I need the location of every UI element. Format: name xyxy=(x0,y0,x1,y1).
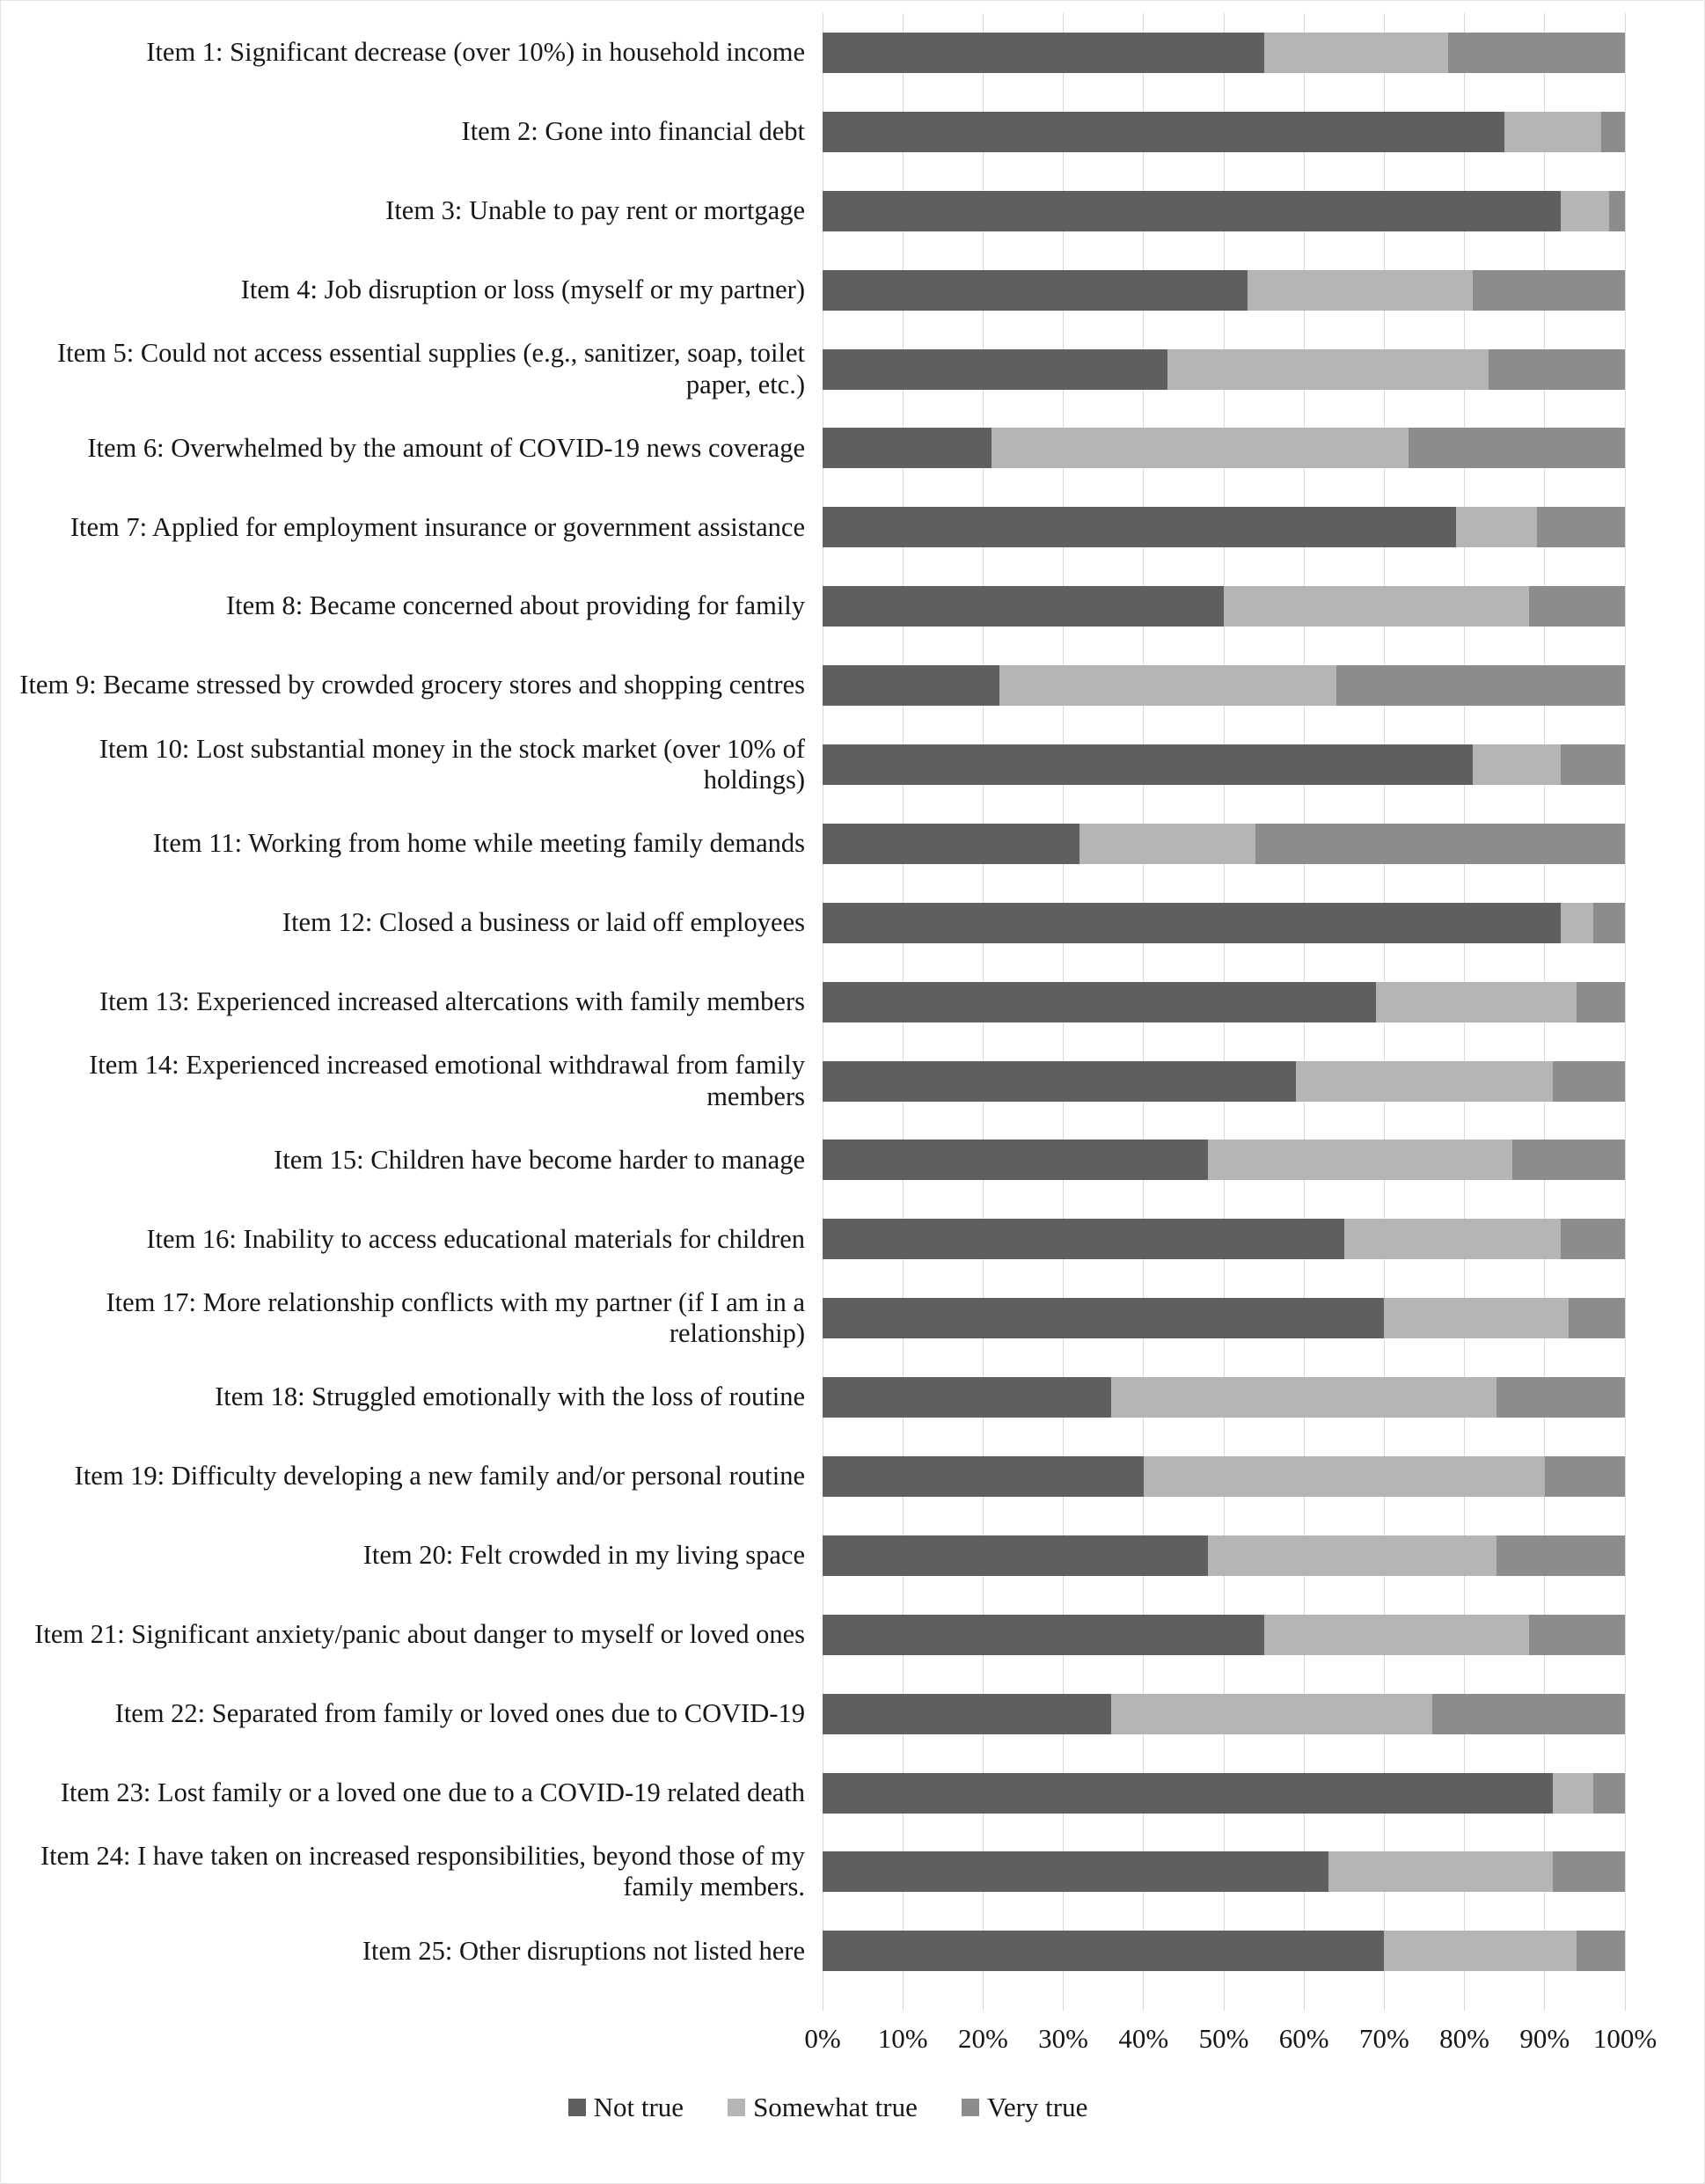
axis-tick xyxy=(1224,1991,1225,2011)
stacked-bar xyxy=(823,33,1625,73)
legend-label: Somewhat true xyxy=(753,2092,918,2122)
segment-somewhat-true xyxy=(1264,1615,1529,1655)
segment-very-true xyxy=(1255,824,1625,864)
axis-tick xyxy=(1304,1991,1305,2011)
row-plot-area xyxy=(823,1437,1625,1516)
chart-row xyxy=(1,1675,1681,1754)
segment-not-true xyxy=(823,1298,1384,1338)
segment-somewhat-true xyxy=(999,665,1336,706)
segment-very-true xyxy=(1569,1298,1625,1338)
segment-somewhat-true xyxy=(1111,1377,1496,1418)
stacked-bar xyxy=(823,1140,1625,1180)
category-label: Item 15: Children have become harder to manage xyxy=(274,1144,805,1175)
category-label: Item 6: Overwhelmed by the amount of COVID-19 news coverage xyxy=(87,432,805,463)
segment-not-true xyxy=(823,1694,1111,1734)
stacked-bar xyxy=(823,824,1625,864)
axis-tick-label: 50% xyxy=(1198,2023,1249,2054)
axis-tick-label: 30% xyxy=(1038,2023,1089,2054)
segment-somewhat-true xyxy=(1561,191,1609,231)
segment-very-true xyxy=(1336,665,1625,706)
chart-rows xyxy=(1,13,1681,1991)
segment-very-true xyxy=(1601,112,1625,152)
segment-somewhat-true xyxy=(1553,1773,1593,1814)
segment-very-true xyxy=(1409,428,1625,468)
row-plot-area xyxy=(823,1911,1625,1990)
category-label: Item 24: I have taken on increased responsibilities, beyond those of my family members. xyxy=(40,1841,805,1902)
segment-very-true xyxy=(1593,1773,1625,1814)
axis-tick-label: 70% xyxy=(1358,2023,1409,2054)
category-label: Item 10: Lost substantial money in the stock market (over 10% of holdings) xyxy=(99,733,805,795)
axis-tick xyxy=(1143,1991,1144,2011)
segment-somewhat-true xyxy=(1384,1298,1569,1338)
axis-tick-label: 0% xyxy=(804,2023,841,2054)
segment-somewhat-true xyxy=(1208,1535,1496,1576)
legend-swatch-icon xyxy=(728,2099,745,2116)
segment-somewhat-true xyxy=(1328,1851,1553,1892)
chart-row xyxy=(1,1754,1681,1833)
x-axis-ticks xyxy=(823,1991,1625,2026)
row-plot-area xyxy=(823,804,1625,883)
stacked-bar xyxy=(823,1615,1625,1655)
category-label: Item 8: Became concerned about providing for family xyxy=(225,590,805,621)
segment-not-true xyxy=(823,1851,1328,1892)
stacked-bar xyxy=(823,1851,1625,1892)
category-label: Item 25: Other disruptions not listed here xyxy=(362,1935,805,1966)
stacked-bar xyxy=(823,1694,1625,1734)
row-plot-area xyxy=(823,1754,1625,1833)
segment-very-true xyxy=(1512,1140,1625,1180)
category-label: Item 5: Could not access essential supplies (e.g., sanitizer, soap, toilet paper, etc.) xyxy=(56,338,805,399)
segment-somewhat-true xyxy=(1248,270,1472,311)
segment-somewhat-true xyxy=(1296,1061,1553,1102)
segment-not-true xyxy=(823,1219,1344,1259)
segment-somewhat-true xyxy=(1344,1219,1561,1259)
chart-row xyxy=(1,172,1681,251)
segment-very-true xyxy=(1537,507,1625,547)
stacked-bar xyxy=(823,1377,1625,1418)
chart-legend xyxy=(1,2092,1655,2123)
segment-very-true xyxy=(1448,33,1625,73)
chart-row xyxy=(1,567,1681,646)
row-plot-area xyxy=(823,1675,1625,1754)
segment-very-true xyxy=(1473,270,1625,311)
segment-not-true xyxy=(823,1061,1296,1102)
chart-row xyxy=(1,487,1681,567)
category-label: Item 19: Difficulty developing a new family and/or personal routine xyxy=(74,1461,805,1491)
chart-row xyxy=(1,1358,1681,1437)
stacked-bar xyxy=(823,665,1625,706)
category-label: Item 21: Significant anxiety/panic about danger to myself or loved ones xyxy=(34,1619,805,1650)
stacked-bar xyxy=(823,270,1625,311)
axis-tick xyxy=(903,1991,904,2011)
legend-swatch-icon xyxy=(568,2099,586,2116)
legend-label: Not true xyxy=(593,2092,684,2122)
segment-not-true xyxy=(823,33,1264,73)
segment-not-true xyxy=(823,665,999,706)
segment-somewhat-true xyxy=(1504,112,1600,152)
row-plot-area xyxy=(823,883,1625,963)
segment-very-true xyxy=(1561,744,1625,785)
axis-tick-label: 60% xyxy=(1278,2023,1329,2054)
segment-not-true xyxy=(823,1456,1144,1497)
category-label: Item 11: Working from home while meeting family demands xyxy=(152,828,805,859)
category-label: Item 20: Felt crowded in my living space xyxy=(362,1540,805,1571)
chart-row xyxy=(1,1199,1681,1279)
stacked-bar xyxy=(823,1219,1625,1259)
category-label: Item 16: Inability to access educational materials for children xyxy=(146,1223,805,1254)
stacked-bar xyxy=(823,586,1625,627)
segment-very-true xyxy=(1593,903,1625,943)
axis-tick-label: 100% xyxy=(1592,2023,1657,2054)
chart-row xyxy=(1,1437,1681,1516)
segment-not-true xyxy=(823,586,1224,627)
x-axis-tick-labels xyxy=(804,2023,1657,2063)
axis-tick-label: 80% xyxy=(1439,2023,1490,2054)
row-plot-area xyxy=(823,1279,1625,1358)
stacked-bar-chart xyxy=(1,1,1705,2184)
segment-somewhat-true xyxy=(1456,507,1536,547)
segment-somewhat-true xyxy=(1144,1456,1545,1497)
category-label: Item 3: Unable to pay rent or mortgage xyxy=(385,195,805,226)
segment-not-true xyxy=(823,824,1079,864)
row-plot-area xyxy=(823,1516,1625,1595)
row-plot-area xyxy=(823,725,1625,804)
row-plot-area xyxy=(823,1042,1625,1121)
axis-tick xyxy=(983,1991,984,2011)
stacked-bar xyxy=(823,982,1625,1022)
axis-tick xyxy=(1464,1991,1465,2011)
segment-not-true xyxy=(823,112,1504,152)
stacked-bar xyxy=(823,112,1625,152)
segment-somewhat-true xyxy=(992,428,1409,468)
row-plot-area xyxy=(823,408,1625,487)
segment-not-true xyxy=(823,1615,1264,1655)
segment-very-true xyxy=(1432,1694,1625,1734)
segment-very-true xyxy=(1545,1456,1625,1497)
chart-row xyxy=(1,1120,1681,1199)
segment-very-true xyxy=(1529,586,1625,627)
stacked-bar xyxy=(823,428,1625,468)
stacked-bar xyxy=(823,903,1625,943)
row-plot-area xyxy=(823,1199,1625,1279)
category-label: Item 2: Gone into financial debt xyxy=(461,116,805,147)
stacked-bar xyxy=(823,507,1625,547)
axis-tick-label: 40% xyxy=(1118,2023,1169,2054)
legend-label: Very true xyxy=(986,2092,1088,2122)
segment-somewhat-true xyxy=(1561,903,1592,943)
row-plot-area xyxy=(823,963,1625,1042)
segment-not-true xyxy=(823,428,992,468)
stacked-bar xyxy=(823,1535,1625,1576)
stacked-bar xyxy=(823,1456,1625,1497)
segment-not-true xyxy=(823,1535,1208,1576)
category-label: Item 4: Job disruption or loss (myself or my partner) xyxy=(240,274,805,304)
row-plot-area xyxy=(823,1832,1625,1911)
segment-not-true xyxy=(823,349,1167,390)
axis-tick-label: 20% xyxy=(957,2023,1008,2054)
row-plot-area xyxy=(823,92,1625,172)
row-plot-area xyxy=(823,567,1625,646)
segment-very-true xyxy=(1529,1615,1625,1655)
segment-not-true xyxy=(823,1140,1208,1180)
stacked-bar xyxy=(823,1931,1625,1971)
stacked-bar xyxy=(823,1061,1625,1102)
row-plot-area xyxy=(823,487,1625,567)
stacked-bar xyxy=(823,744,1625,785)
row-plot-area xyxy=(823,13,1625,92)
axis-tick xyxy=(1625,1991,1626,2011)
segment-very-true xyxy=(1577,1931,1625,1971)
category-label: Item 22: Separated from family or loved ones due to COVID-19 xyxy=(114,1697,805,1728)
axis-tick-label: 10% xyxy=(877,2023,928,2054)
chart-row xyxy=(1,804,1681,883)
category-label: Item 12: Closed a business or laid off employees xyxy=(282,907,805,938)
chart-row xyxy=(1,1279,1681,1358)
legend-item xyxy=(962,2092,1087,2123)
segment-not-true xyxy=(823,191,1561,231)
axis-tick xyxy=(1384,1991,1385,2011)
segment-very-true xyxy=(1609,191,1625,231)
row-plot-area xyxy=(823,172,1625,251)
segment-not-true xyxy=(823,507,1456,547)
segment-very-true xyxy=(1577,982,1625,1022)
segment-somewhat-true xyxy=(1167,349,1489,390)
row-plot-area xyxy=(823,330,1625,409)
chart-row xyxy=(1,1595,1681,1675)
legend-item xyxy=(568,2092,684,2123)
chart-row xyxy=(1,725,1681,804)
category-label: Item 23: Lost family or a loved one due to a COVID-19 related death xyxy=(60,1777,805,1807)
segment-somewhat-true xyxy=(1111,1694,1432,1734)
category-label: Item 17: More relationship conflicts with my partner (if I am in a relationship) xyxy=(106,1286,805,1349)
chart-row xyxy=(1,13,1681,92)
segment-somewhat-true xyxy=(1376,982,1577,1022)
chart-row xyxy=(1,883,1681,963)
chart-row xyxy=(1,251,1681,330)
category-label: Item 7: Applied for employment insurance or government assistance xyxy=(70,511,805,542)
row-plot-area xyxy=(823,1120,1625,1199)
segment-not-true xyxy=(823,1377,1111,1418)
segment-not-true xyxy=(823,903,1561,943)
axis-tick-label: 90% xyxy=(1519,2023,1570,2054)
chart-row xyxy=(1,646,1681,725)
axis-tick xyxy=(1544,1991,1545,2011)
row-plot-area xyxy=(823,1358,1625,1437)
segment-somewhat-true xyxy=(1384,1931,1577,1971)
chart-row xyxy=(1,408,1681,487)
segment-somewhat-true xyxy=(1224,586,1529,627)
stacked-bar xyxy=(823,1773,1625,1814)
segment-very-true xyxy=(1489,349,1625,390)
legend-swatch-icon xyxy=(962,2099,979,2116)
stacked-bar xyxy=(823,191,1625,231)
segment-somewhat-true xyxy=(1264,33,1449,73)
category-label: Item 18: Struggled emotionally with the loss of routine xyxy=(215,1381,805,1412)
chart-row xyxy=(1,1832,1681,1911)
segment-not-true xyxy=(823,982,1376,1022)
segment-very-true xyxy=(1553,1061,1625,1102)
legend-item xyxy=(728,2092,918,2123)
chart-row xyxy=(1,1911,1681,1990)
chart-row xyxy=(1,1516,1681,1595)
chart-row xyxy=(1,963,1681,1042)
stacked-bar xyxy=(823,1298,1625,1338)
chart-row xyxy=(1,92,1681,172)
stacked-bar xyxy=(823,349,1625,390)
axis-tick xyxy=(1063,1991,1064,2011)
row-plot-area xyxy=(823,646,1625,725)
segment-somewhat-true xyxy=(1208,1140,1513,1180)
segment-somewhat-true xyxy=(1473,744,1561,785)
category-label: Item 9: Became stressed by crowded grocery stores and shopping centres xyxy=(19,670,805,700)
chart-row xyxy=(1,330,1681,409)
row-plot-area xyxy=(823,251,1625,330)
category-label: Item 14: Experienced increased emotional withdrawal from family members xyxy=(89,1050,805,1111)
chart-row xyxy=(1,1042,1681,1121)
segment-not-true xyxy=(823,1931,1384,1971)
segment-very-true xyxy=(1561,1219,1625,1259)
segment-not-true xyxy=(823,1773,1553,1814)
segment-very-true xyxy=(1496,1535,1625,1576)
category-label: Item 1: Significant decrease (over 10%) in household income xyxy=(146,37,805,68)
category-label: Item 13: Experienced increased altercations with family members xyxy=(99,986,805,1016)
segment-not-true xyxy=(823,270,1248,311)
segment-not-true xyxy=(823,744,1473,785)
segment-somewhat-true xyxy=(1079,824,1256,864)
segment-very-true xyxy=(1496,1377,1625,1418)
row-plot-area xyxy=(823,1595,1625,1675)
segment-very-true xyxy=(1553,1851,1625,1892)
